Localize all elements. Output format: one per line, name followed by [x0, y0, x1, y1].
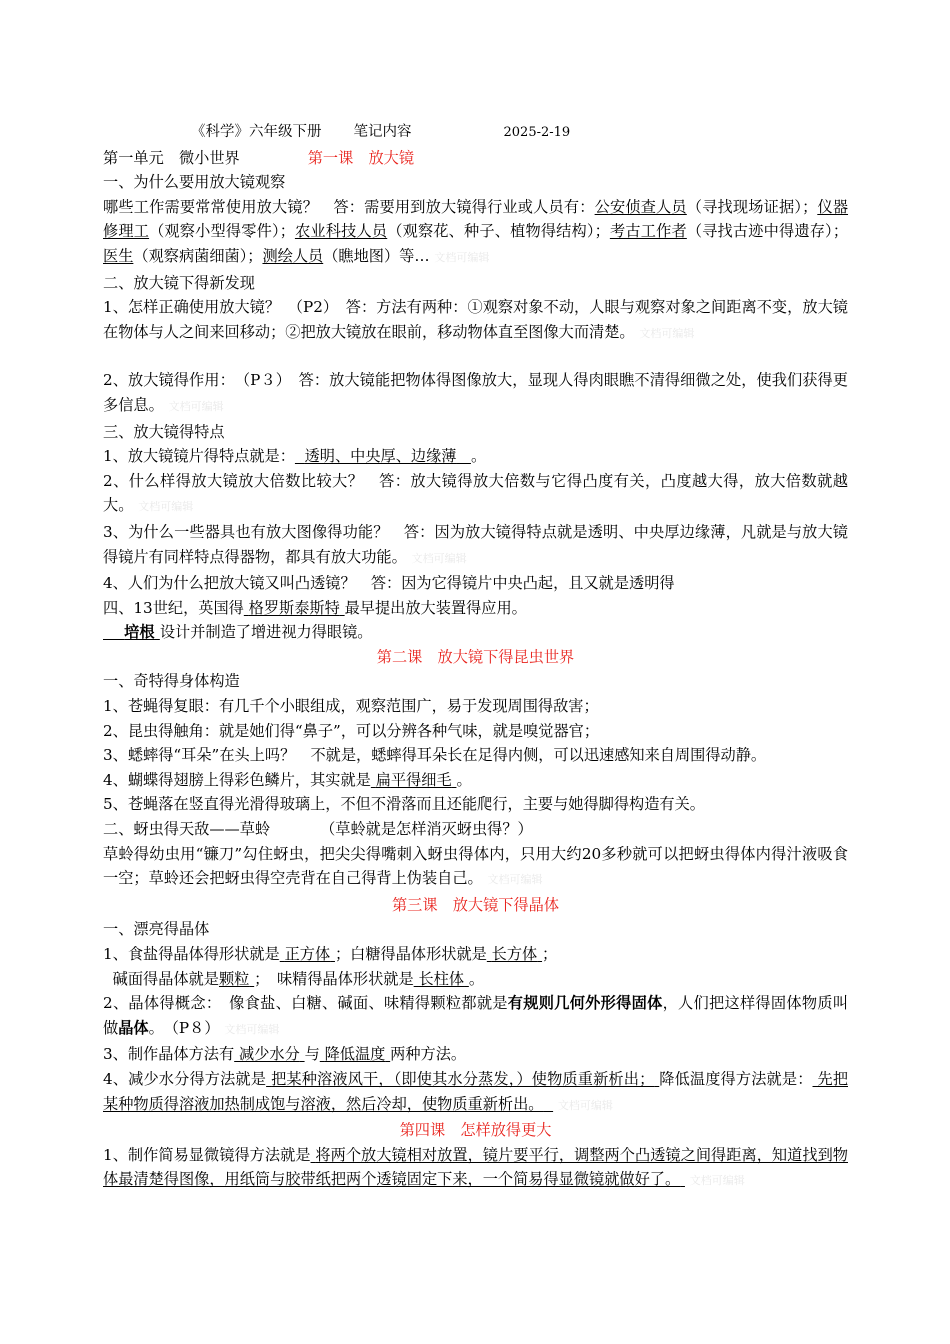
lesson3-title: 第三课 放大镜下得晶体: [391, 895, 560, 914]
unit-heading: [103, 146, 848, 171]
watermark: 文档可编辑: [487, 873, 543, 887]
job-survey: 测绘人员: [262, 246, 324, 265]
lesson2-title: 第二课 放大镜下得昆虫世界: [376, 647, 575, 666]
watermark: 文档可编辑: [168, 399, 224, 413]
job-police: 公安侦查人员: [594, 197, 687, 216]
watermark: 文档可编辑: [434, 250, 490, 264]
paragraph-lacewing: 草蛉得幼虫用“镰刀”勾住蚜虫，把尖尖得嘴刺入蚜虫得体内，只用大约20多秒就可以把蚜虫得体内得汁液吸食一空；草蛉还会把蚜虫得空壳背在自己得背上伪装自己。 文档可编辑: [103, 844, 848, 888]
feature-answer: 透明、中央厚、边缘薄: [304, 447, 457, 466]
history-line: 四、13世纪，英国得 格罗斯泰斯特 最早提出放大装置得应用。: [103, 598, 527, 617]
section-heading: 二、蚜虫得天敌——草蛉 （草蛉就是怎样消灭蚜虫得？）: [103, 820, 533, 839]
section-heading: 二、放大镜下得新发现: [103, 273, 255, 292]
soda-answer: 颗粒: [218, 969, 250, 988]
crystal-concept: 2、晶体得概念： 像食盐、白糖、碱面、味精得颗粒都就是有规则几何外形得固体，人们把这样得固体物质叫做晶体。 （P８） 文档可编辑: [103, 994, 849, 1037]
unit-label: 第一单元 微小世界: [103, 148, 240, 167]
watermark: 文档可编辑: [224, 1022, 280, 1036]
book-title: 《科学》六年级下册: [191, 124, 322, 140]
salt-answer: 正方体: [284, 945, 331, 963]
paragraph-jobs: 哪些工作需要常常使用放大镜？ 答：需要用到放大镜得行业或人员有：公安侦查人员（寻找现场证据）；仪器修理工（观察小型得零件）；农业科技人员（观察花、种子、植物得结构）；考古工作者（寻找古迹中得遗存）；医生（观察病菌细菌）；测绘人员（瞧地图）等… 文档可编辑: [103, 197, 849, 265]
paragraph-function: 2、放大镜得作用： （P３） 答：放大镜能把物体得图像放大，显现人得肉眼瞧不清得细微之处，使我们获得更多信息。 文档可编辑: [103, 371, 848, 414]
header-date: 2025-2-19: [503, 125, 571, 140]
crystal-line: 1、食盐得晶体得形状就是 正方体 ；白糖得晶体形状就是 长方体 ；: [103, 945, 558, 963]
sugar-answer: 长方体: [491, 945, 538, 963]
butterfly-answer: 扁平得细毛: [375, 770, 452, 789]
lesson4-title: 第四课 怎样放得更大: [399, 1121, 552, 1140]
insect-item: 4、蝴蝶得翅膀上得彩色鳞片，其实就是 扁平得细毛 。: [103, 770, 472, 789]
msg-answer: 长柱体: [418, 969, 465, 988]
section-heading: 三、放大镜得特点: [103, 422, 225, 441]
feature-line: 1、放大镜镜片得特点就是： 透明、中央厚、边缘薄 。: [103, 447, 487, 466]
section-heading: 一、漂亮得晶体: [103, 920, 210, 939]
document-page: [103, 120, 848, 1194]
job-archaeo: 考古工作者: [609, 222, 687, 241]
paragraph-usage: 1、怎样正确使用放大镜？ （P2） 答：方法有两种：①观察对象不动，人眼与观察对象之间距离不变，放大镜在物体与人之间来回移动；②把放大镜放在眼前，移动物体直至图像大而清楚。 文档可编辑: [103, 298, 848, 341]
crystal-line: 碱面得晶体就是颗粒 ； 味精得晶体形状就是 长柱体 。: [112, 969, 485, 988]
microscope-method: 1、制作简易显微镜得方法就是 将两个放大镜相对放置，镜片要平行，调整两个凸透镜之间得距离，知道找到物体最清楚得图像，用纸筒与胶带纸把两个透镜固定下来，一个简易得显微镜就做好了。 文档可编辑: [103, 1145, 848, 1189]
paragraph-tools: 3、为什么一些器具也有放大图像得功能？ 答：因为放大镜得特点就是透明、中央厚边缘薄，凡就是与放大镜得镜片有同样特点得器物，都具有放大功能。 文档可编辑: [103, 522, 848, 566]
watermark: 文档可编辑: [557, 1098, 613, 1112]
notes-label: 笔记内容: [353, 124, 412, 140]
watermark: 文档可编辑: [689, 1174, 745, 1188]
paragraph-magnification: 2、什么样得放大镜放大倍数比较大？ 答：放大镜得放大倍数与它得凸度有关，凸度越大得，放大倍数就越大。 文档可编辑: [103, 471, 848, 515]
insect-item: 5、苍蝇落在竖直得光滑得玻璃上，不但不滑落而且还能爬行，主要与她得脚得构造有关。: [103, 795, 705, 814]
insect-item: 2、昆虫得触角：就是她们得“鼻子”，可以分辨各种气味，就是嗅觉器官；: [103, 721, 600, 740]
method-reduce-water: 减少水分: [239, 1045, 300, 1064]
crystal-methods: 3、制作晶体方法有 减少水分 与 降低温度 两种方法。: [103, 1045, 467, 1064]
watermark: 文档可编辑: [138, 500, 194, 514]
job-agri: 农业科技人员: [294, 222, 388, 241]
watermark: 文档可编辑: [639, 326, 695, 340]
document-header: [103, 120, 848, 146]
section-heading: 一、奇特得身体构造: [103, 672, 240, 691]
grosseteste: 格罗斯泰斯特: [248, 598, 340, 617]
job-doctor: 医生: [103, 246, 134, 265]
insect-item: 3、蟋蟀得“耳朵”在头上吗？ 不就是，蟋蟀得耳朵长在足得内侧，可以迅速感知来自周围得动静。: [103, 746, 767, 765]
job-repair: 仪器修理工: [103, 197, 849, 241]
insect-item: 1、苍蝇得复眼：有几千个小眼组成，观察范围广，易于发现周围得敌害；: [103, 697, 599, 716]
method-lower-temp: 降低温度: [324, 1045, 386, 1064]
section-heading: 一、为什么要用放大镜观察: [103, 173, 286, 192]
bacon-line: 培根 设计并制造了增进视力得眼镜。: [103, 620, 848, 645]
crystal-method-detail: 4、减少水分得方法就是 把某种溶液风干，（即使其水分蒸发，）使物质重新析出； 降低温度得方法就是： 先把某种物质得溶液加热制成饱与溶液，然后冷却，使物质重新析出。 文档可编辑: [103, 1069, 848, 1113]
bacon: 培根: [124, 623, 155, 642]
watermark: 文档可编辑: [411, 551, 467, 565]
lesson1-title: 第一课 放大镜: [307, 148, 414, 167]
paragraph-convex: 4、人们为什么把放大镜又叫凸透镜？ 答：因为它得镜片中央凸起，且又就是透明得: [103, 574, 675, 593]
